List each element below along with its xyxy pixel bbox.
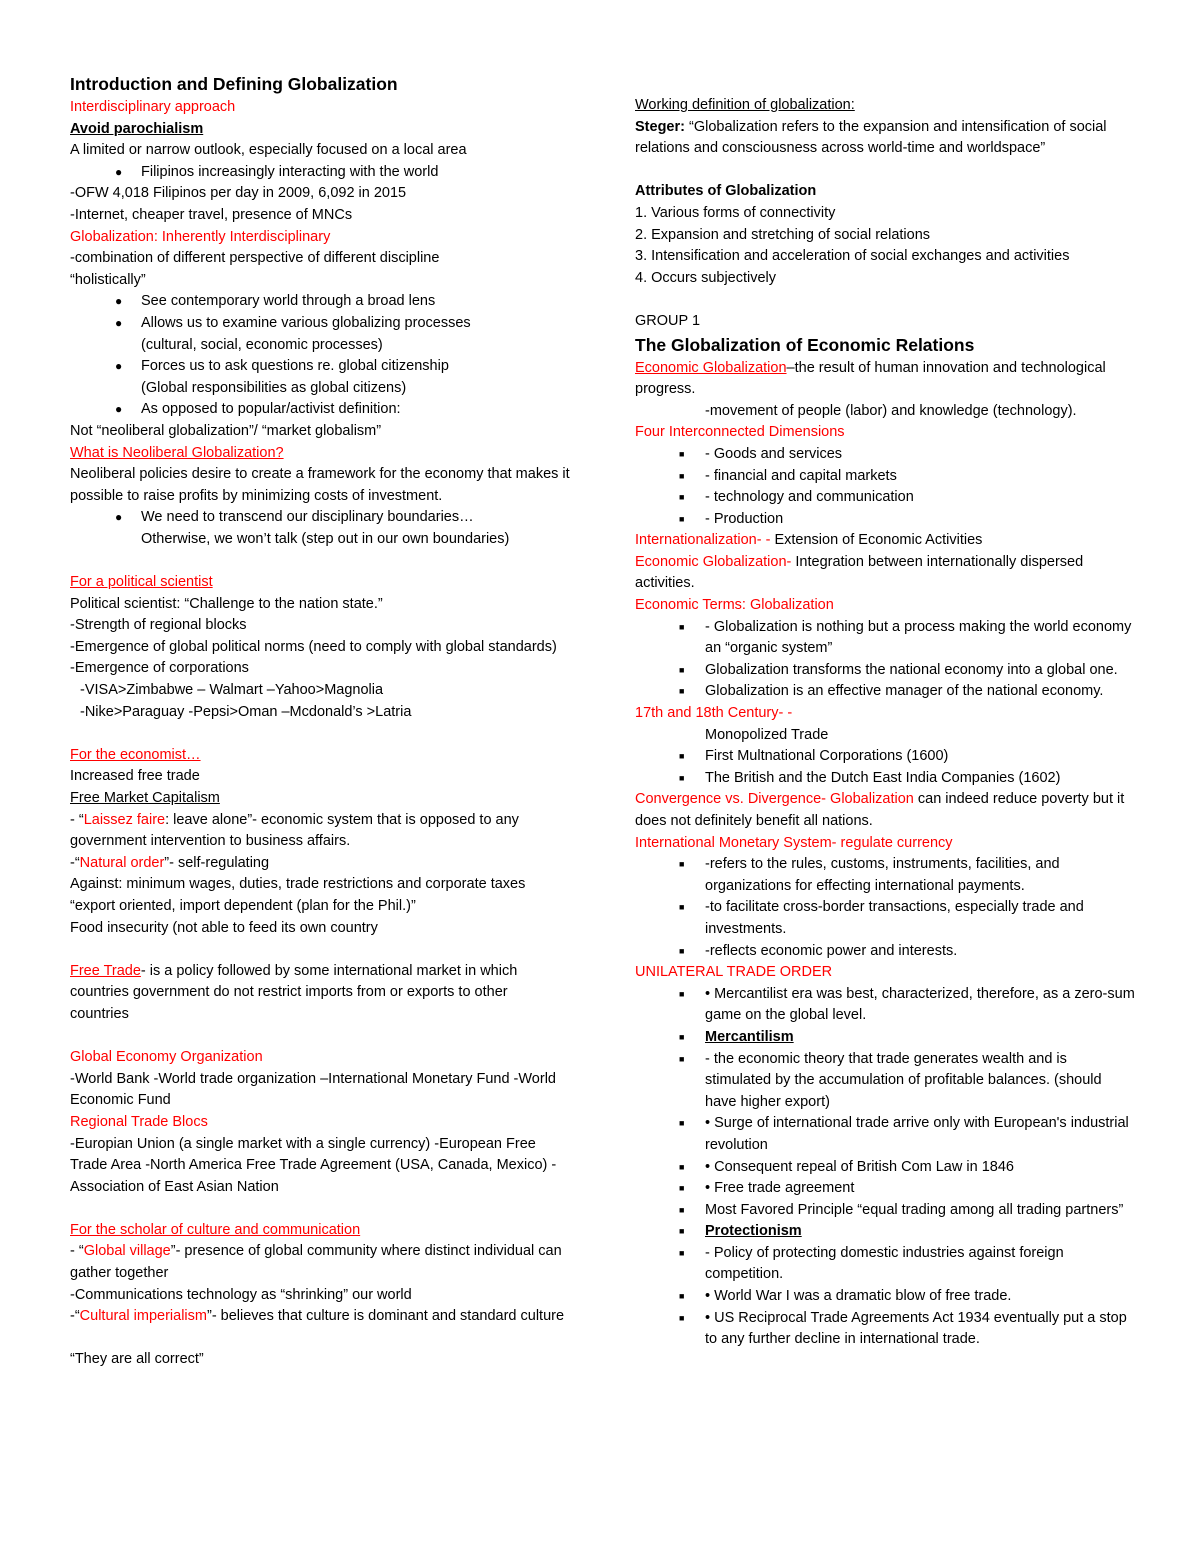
heading-economic-terms: Economic Terms: Globalization [635, 597, 834, 614]
text-line: 2. Expansion and stretching of social relations [635, 226, 931, 243]
square-bullet-icon: ■ [679, 1183, 685, 1194]
bullet-dot-icon: ● [115, 164, 123, 179]
bullet-item: ● We need to transcend our disciplinary boundaries… Otherwise, we won’t talk (step out in our own boundaries) [115, 509, 510, 547]
heading-culture: For the scholar of culture and communication [70, 1221, 361, 1238]
square-bullet-icon: ■ [679, 1053, 685, 1064]
text-paragraph: Free Trade- is a policy followed by some international market in which countries government do not restrict imports from or exports to other countries [70, 962, 518, 1022]
text-line: -OFW 4,018 Filipinos per day in 2009, 6,092 in 2015 [70, 185, 407, 202]
bullet-item: ● Allows us to examine various globalizing processes (cultural, social, economic processes) [115, 314, 471, 353]
heading-inherently: Globalization: Inherently Interdisciplinary [70, 228, 331, 245]
square-bullet-icon: ■ [679, 621, 685, 632]
heading-unilateral: UNILATERAL TRADE ORDER [635, 964, 833, 981]
text-line: Food insecurity (not able to feed its own country [70, 919, 378, 936]
square-bullet-icon: ■ [679, 772, 685, 783]
square-bullet-icon: ■ [679, 988, 685, 999]
text-line: -VISA>Zimbabwe – Walmart –Yahoo>Magnolia [80, 682, 384, 699]
heading-economist: For the economist… [70, 746, 201, 763]
text-line: 1. Various forms of connectivity [635, 204, 836, 221]
text-line: A limited or narrow outlook, especially focused on a local area [70, 142, 467, 159]
text-line: -movement of people (labor) and knowledge (technology). [705, 402, 1077, 419]
bullet-item: ■ -refers to the rules, customs, instruments, facilities, and organizations for effecting international payments. [679, 856, 1060, 894]
bullet-item: ■ Mercantilism [635, 1027, 1135, 1049]
heading-century: 17th and 18th Century- - [635, 705, 793, 722]
left-column [70, 72, 570, 1371]
square-bullet-icon: ■ [679, 513, 685, 524]
text-paragraph: -Emergence of global political norms (need to comply with global standards) [70, 638, 557, 655]
heading-what-is-neoliberal: What is Neoliberal Globalization? [70, 444, 284, 461]
bullet-dot-icon: ● [115, 294, 123, 309]
bullet-item: ■ Globalization is an effective manager of the national economy. [635, 681, 1135, 703]
text-line: -Internet, cheaper travel, presence of MNCs [70, 206, 353, 223]
text-line: Political scientist: “Challenge to the nation state.” [70, 595, 383, 612]
heading-free-market: Free Market Capitalism [70, 790, 220, 806]
bullet-item: ■ - technology and communication [635, 487, 1135, 509]
bullet-dot-icon: ● [115, 315, 123, 330]
square-bullet-icon: ■ [679, 751, 685, 762]
square-bullet-icon: ■ [679, 492, 685, 503]
bullet-item: ● Filipinos increasingly interacting with the world [70, 162, 570, 184]
square-bullet-icon: ■ [679, 1291, 685, 1302]
bullet-item: ● Forces us to ask questions re. global citizenship (Global responsibilities as global citizens) [115, 358, 449, 396]
heading-monetary-system: International Monetary System- regulate currency [635, 834, 953, 851]
bullet-item: ■ • US Reciprocal Trade Agreements Act 1934 eventually put a stop to any further decline in international trade. [679, 1309, 1127, 1348]
square-bullet-icon: ■ [679, 1031, 685, 1042]
text-line: “export oriented, import dependent (plan for the Phil.)” [70, 897, 416, 914]
text-paragraph: - “Global village”- presence of global community where distinct individual can gather together [70, 1243, 562, 1282]
square-bullet-icon: ■ [679, 448, 685, 459]
bullet-dot-icon: ● [115, 402, 123, 417]
bullet-item: ■ • Consequent repeal of British Com Law in 1846 [635, 1157, 1135, 1179]
bullet-item: ● See contemporary world through a broad lens [70, 291, 570, 313]
bullet-item: ■ Protectionism [635, 1221, 1135, 1243]
text-line: 4. Occurs subjectively [635, 269, 777, 286]
group-label: GROUP 1 [635, 312, 701, 329]
bullet-item: ■ The British and the Dutch East India Companies (1602) [635, 768, 1135, 790]
text-paragraph: Convergence vs. Divergence- Globalization can indeed reduce poverty but it does not definitely benefit all nations. [635, 791, 1125, 829]
heading-attributes: Attributes of Globalization [635, 183, 817, 200]
square-bullet-icon: ■ [679, 470, 685, 481]
bullet-item: ■ • Free trade agreement [635, 1178, 1135, 1200]
bullet-item: ■ - Globalization is nothing but a process making the world economy an “organic system” [679, 618, 1132, 657]
text-line: -combination of different perspective of different discipline [70, 250, 440, 267]
square-bullet-icon: ■ [679, 664, 685, 675]
section-title: The Globalization of Economic Relations [635, 334, 975, 355]
bullet-item: ■ -to facilitate cross-border transactions, especially trade and investments. [679, 899, 1084, 937]
bullet-dot-icon: ● [115, 510, 123, 525]
text-paragraph: Economic Globalization- Integration between internationally dispersed activities. [635, 553, 1084, 592]
heading-four-dimensions: Four Interconnected Dimensions [635, 424, 845, 441]
bullet-item: ■ Globalization transforms the national economy into a global one. [635, 660, 1135, 682]
square-bullet-icon: ■ [679, 1161, 685, 1172]
right-column [635, 95, 1135, 1351]
text-paragraph: Against: minimum wages, duties, trade restrictions and corporate taxes [70, 876, 526, 893]
square-bullet-icon: ■ [679, 1247, 685, 1258]
text-line: -Strength of regional blocks [70, 617, 247, 634]
square-bullet-icon: ■ [679, 859, 685, 870]
text-line: 3. Intensification and acceleration of social exchanges and activities [635, 248, 1070, 265]
bullet-item: ■ • Mercantilist era was best, characterized, therefore, as a zero-sum game on the global level. [679, 985, 1135, 1024]
text-line: “They are all correct” [70, 1351, 204, 1368]
heading-avoid-parochialism: Avoid parochialism [70, 120, 204, 137]
page-title: Introduction and Defining Globalization [70, 74, 398, 94]
heading-political-scientist: For a political scientist [70, 574, 213, 591]
bullet-item: ■ - financial and capital markets [635, 466, 1135, 488]
heading-regional-trade: Regional Trade Blocs [70, 1113, 208, 1130]
bullet-item: ■ - the economic theory that trade generates wealth and is stimulated by the accumulation of profitable balances. (should have higher export) [679, 1050, 1102, 1110]
text-paragraph: -World Bank -World trade organization –International Monetary Fund -World Economic Fund [70, 1070, 556, 1109]
heading-interdisciplinary: Interdisciplinary approach [70, 99, 236, 115]
bullet-item: ■ • Surge of international trade arrive only with European's industrial revolution [679, 1115, 1129, 1153]
square-bullet-icon: ■ [679, 1312, 685, 1323]
text-paragraph: -“Cultural imperialism”- believes that culture is dominant and standard culture [70, 1308, 565, 1325]
text-paragraph: Economic Globalization–the result of human innovation and technological progress. [635, 359, 1106, 398]
text-paragraph: Steger: “Globalization refers to the expansion and intensification of social relations and consciousness across world-time and worldspace” [635, 118, 1107, 157]
bullet-dot-icon: ● [115, 359, 123, 374]
square-bullet-icon: ■ [679, 1226, 685, 1237]
square-bullet-icon: ■ [679, 1204, 685, 1215]
bullet-item: ■ • World War I was a dramatic blow of free trade. [635, 1286, 1135, 1308]
square-bullet-icon: ■ [679, 902, 685, 913]
square-bullet-icon: ■ [679, 686, 685, 697]
text-paragraph: Neoliberal policies desire to create a framework for the economy that makes it possible to raise profits by minimizing costs of investment. [70, 466, 570, 504]
bullet-item: ● As opposed to popular/activist definition: [70, 399, 570, 421]
text-paragraph: -Europian Union (a single market with a single currency) -European Free Trade Area -North America Free Trade Agreement (USA, Canada, Mexico) -Association of East Asian Nation [70, 1135, 557, 1195]
text-line: -“Natural order”- self-regulating [70, 854, 270, 871]
bullet-item: ■ - Policy of protecting domestic industries against foreign competition. [679, 1244, 1064, 1283]
bullet-item: ■ Most Favored Principle “equal trading among all trading partners” [635, 1200, 1135, 1222]
text-line: -Emergence of corporations [70, 660, 249, 677]
bullet-item: ■ - Goods and services [635, 444, 1135, 466]
square-bullet-icon: ■ [679, 945, 685, 956]
heading-global-economy: Global Economy Organization [70, 1049, 263, 1066]
bullet-item: ■ - Production [635, 509, 1135, 531]
text-line: Internationalization- - Extension of Economic Activities [635, 532, 983, 549]
square-bullet-icon: ■ [679, 1118, 685, 1129]
text-line: “holistically” [70, 271, 146, 288]
text-line: -Nike>Paraguay -Pepsi>Oman –Mcdonald’s >Latria [80, 703, 412, 720]
text-line: -Communications technology as “shrinking” our world [70, 1286, 412, 1303]
heading-working-definition: Working definition of globalization: [635, 97, 855, 113]
text-line: Increased free trade [70, 768, 200, 785]
text-line: Not “neoliberal globalization”/ “market globalism” [70, 422, 382, 439]
text-line: Monopolized Trade [705, 726, 829, 743]
bullet-item: ■ First Multnational Corporations (1600) [635, 746, 1135, 768]
text-paragraph: - “Laissez faire: leave alone”- economic system that is opposed to any government intervention to business affairs. [70, 811, 519, 850]
bullet-item: ■ -reflects economic power and interests. [635, 941, 1135, 963]
